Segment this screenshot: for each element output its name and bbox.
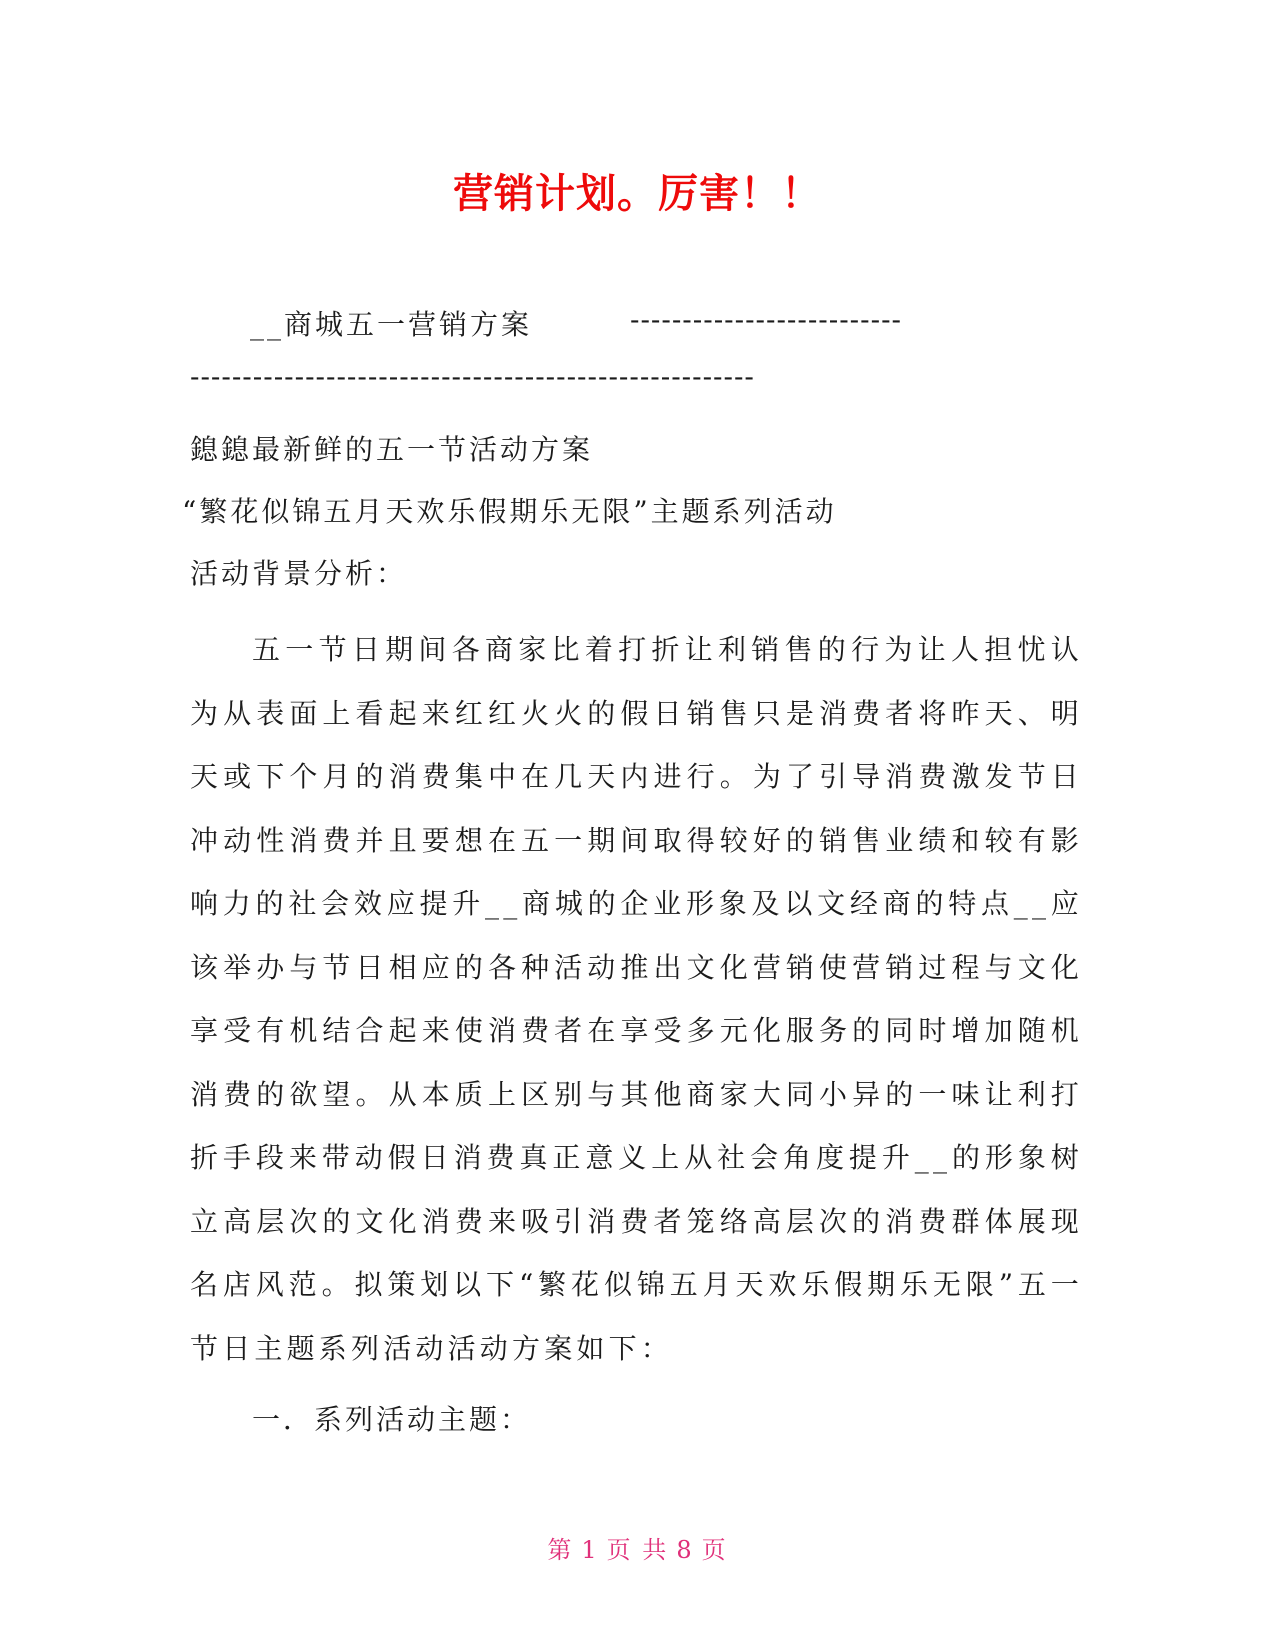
footer-suffix: 页: [701, 1536, 728, 1564]
heading-line-3: 活动背景分析：: [190, 557, 408, 590]
page-footer: [0, 1530, 1275, 1565]
subtitle-dashes: --------------------------: [630, 303, 902, 336]
subtitle-text: __商城五一营销方案: [250, 308, 533, 341]
heading-line-2: “繁花似锦五月天欢乐假期乐无限”主题系列活动: [182, 495, 837, 528]
footer-page-number: 1: [581, 1536, 599, 1564]
document-title: 营销计划。厉害！！: [453, 171, 822, 217]
section-heading: 一．系列活动主题：: [252, 1403, 532, 1436]
dash-separator: ------------------------------------------------------: [190, 360, 755, 393]
footer-total-pages: 8: [676, 1536, 694, 1564]
footer-middle: 页 共: [606, 1536, 669, 1564]
footer-prefix: 第: [547, 1536, 574, 1564]
subtitle-row: [250, 303, 1085, 343]
body-paragraph: 五一节日期间各商家比着打折让利销售的行为让人担忧认为从表面上看起来红红火火的假日销售只是消费者将昨天、明天或下个月的消费集中在几天内进行。为了引导消费激发节日冲动性消费并且要想在五一期间取得较好的销售业绩和较有影响力的社会效应提升__商城的企业形象及以文经商的特点__应该举办与节日相应的各种活动推出文化营销使营销过程与文化享受有机结合起来使消费者在享受多元化服务的同时增加随机消费的欲望。从本质上区别与其他商家大同小异的一味让利打折手段来带动假日消费真正意义上从社会角度提升__的形象树立高层次的文化消费来吸引消费者笼络高层次的消费群体展现名店风范。拟策划以下“繁花似锦五月天欢乐假期乐无限”五一节日主题系列活动活动方案如下：: [190, 633, 1083, 1365]
heading-line-1: 鎴鎴最新鲜的五一节活动方案: [190, 433, 594, 466]
